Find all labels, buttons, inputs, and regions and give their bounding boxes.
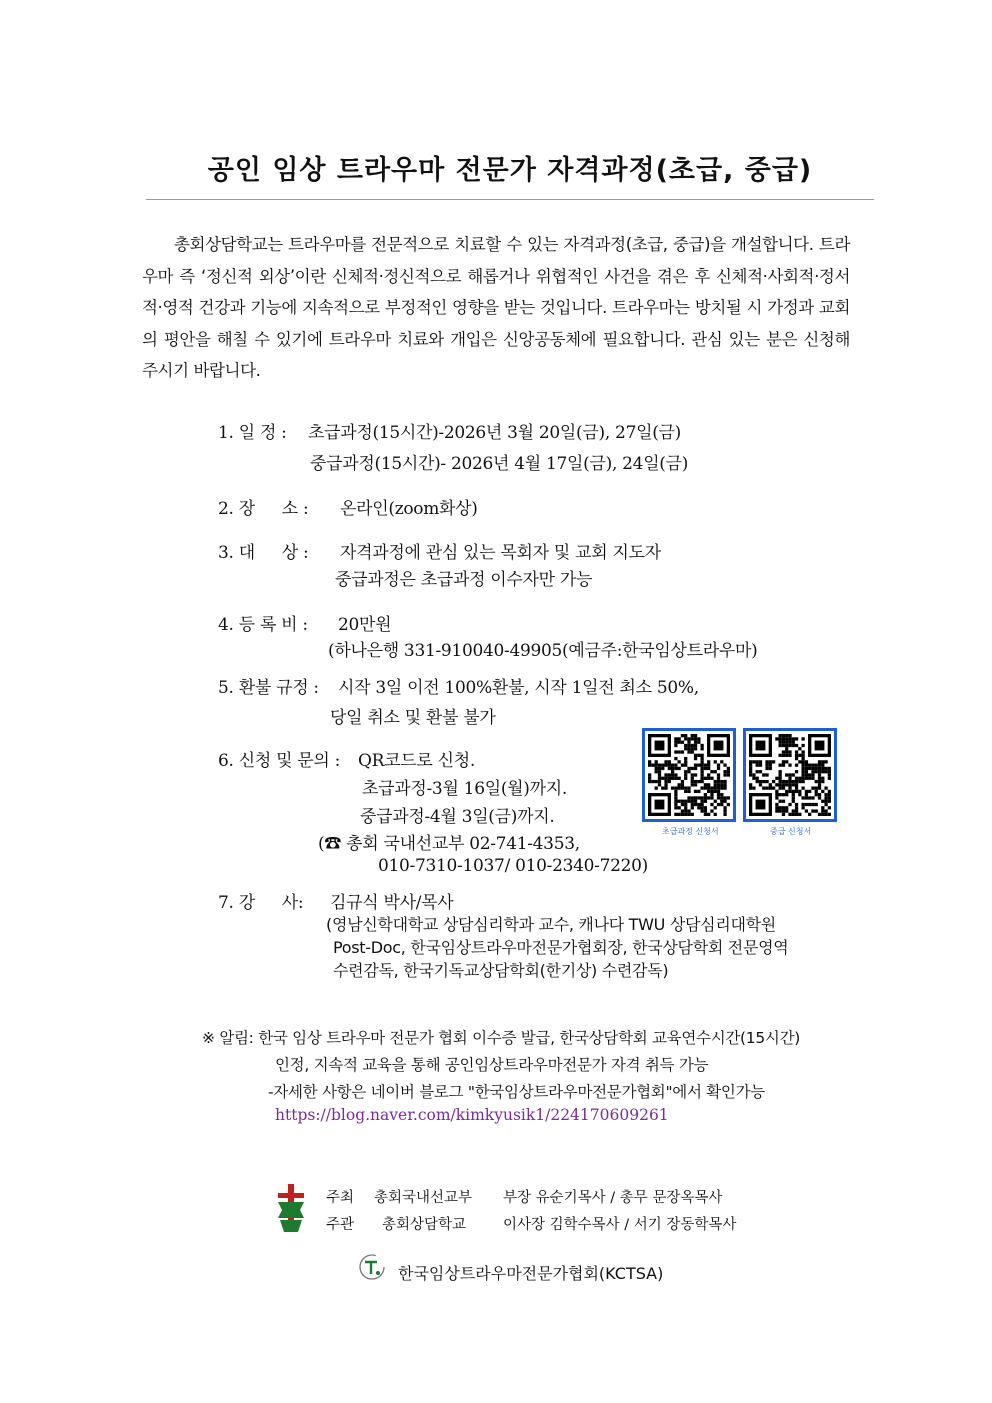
refund-line1: 시작 3일 이전 100%환불, 시작 1일전 최소 50%, <box>338 678 699 698</box>
lecturer-label: 7. 강 사: <box>218 893 304 913</box>
apply-line4: (☎ 총회 국내선교부 02-741-4353, <box>318 834 580 854</box>
target-label: 3. 대 상 : <box>218 543 309 563</box>
place-label: 2. 장 소 : <box>218 499 309 519</box>
lecturer-bio-line2: Post-Doc, 한국임상트라우마전문가협회장, 한국상담학회 전문영역 <box>333 938 789 957</box>
fee-line2: (하나은행 331-910040-49905(예금주:한국임상트라우마) <box>328 641 758 661</box>
organizer-label: 주관 <box>326 1217 355 1233</box>
apply-line1: QR코드로 신청. <box>358 751 475 771</box>
qr-caption-basic: 초급과정 신청서 <box>662 827 719 836</box>
apply-line5: 010-7310-1037/ 010-2340-7220) <box>378 856 648 876</box>
notice-line1: ※ 알림: 한국 임상 트라우마 전문가 협회 이수증 발급, 한국상담학회 교육연수시간(15시간) <box>202 1029 801 1047</box>
lecturer-bio-line3: 수련감독, 한국기독교상담학회(한기상) 수련감독) <box>333 961 669 980</box>
association-name: 한국임상트라우마전문가협회(KCTSA) <box>398 1264 664 1283</box>
target-line2: 중급과정은 초급과정 이수자만 가능 <box>335 570 593 590</box>
qr-code-basic[interactable] <box>642 728 736 822</box>
qr-code-basic-icon <box>648 734 730 816</box>
host-org: 총회국내선교부 <box>374 1190 473 1206</box>
intro-paragraph: 총회상담학교는 트라우마를 전문적으로 치료할 수 있는 자격과정(초급, 중급)을 개설합니다. 트라우마 즉 ‘정신적 외상’이란 신체적·정신적으로 해롭거나 위협적인 사건을 겪은 후 신체적·사회적·정서적·영적 건강과 기능에 지속적으로 부정적인 영향을 받는 것입니다. 트라우마는 방치될 시 가정과 교회의 평안을 해칠 수 있기에 트라우마 치료와 개입은 신앙공동체에 필요합니다. 관심 있는 분은 신청해 주시기 바랍니다. <box>142 235 850 380</box>
organizer-people: 이사장 김학수목사 / 서기 장동학목사 <box>503 1217 737 1233</box>
blog-link[interactable]: https://blog.naver.com/kimkyusik1/224170609261 <box>275 1106 669 1124</box>
kctsa-logo-icon <box>358 1253 386 1281</box>
qr-caption-intermediate: 중급 신청서 <box>770 827 812 836</box>
target-line1: 자격과정에 관심 있는 목회자 및 교회 지도자 <box>340 543 661 563</box>
church-logo-icon <box>276 1184 306 1234</box>
fee-line1: 20만원 <box>338 615 392 635</box>
apply-line3: 중급과정-4월 3일(금)까지. <box>360 807 555 827</box>
place-line1: 온라인(zoom화상) <box>340 499 478 519</box>
lecturer-name: 김규식 박사/목사 <box>330 893 454 913</box>
host-people: 부장 유순기목사 / 총무 문장옥목사 <box>503 1190 723 1206</box>
organizer-org: 총회상담학교 <box>382 1217 467 1233</box>
title-divider <box>146 199 874 200</box>
page-title: 공인 임상 트라우마 전문가 자격과정(초급, 중급) <box>207 155 813 186</box>
schedule-line2: 중급과정(15시간)- 2026년 4월 17일(금), 24일(금) <box>310 454 689 474</box>
apply-line2: 초급과정-3월 16일(월)까지. <box>362 779 567 799</box>
fee-label: 4. 등 록 비 : <box>218 615 308 635</box>
notice-line2: 인정, 지속적 교육을 통해 공인임상트라우마전문가 자격 취득 가능 <box>275 1056 709 1074</box>
qr-code-intermediate[interactable] <box>743 728 837 822</box>
qr-code-intermediate-icon <box>749 734 831 816</box>
apply-label: 6. 신청 및 문의 : <box>218 751 341 771</box>
notice-line3: -자세한 사항은 네이버 블로그 "한국임상트라우마전문가협회"에서 확인가능 <box>268 1083 765 1101</box>
host-label: 주최 <box>326 1190 355 1206</box>
schedule-label: 1. 일 정 : <box>218 423 287 443</box>
refund-line2: 당일 취소 및 환불 불가 <box>330 708 496 728</box>
refund-label: 5. 환불 규정 : <box>218 678 319 698</box>
schedule-line1: 초급과정(15시간)-2026년 3월 20일(금), 27일(금) <box>308 423 681 443</box>
lecturer-bio-line1: (영남신학대학교 상담심리학과 교수, 캐나다 TWU 상담심리대학원 <box>326 915 776 934</box>
